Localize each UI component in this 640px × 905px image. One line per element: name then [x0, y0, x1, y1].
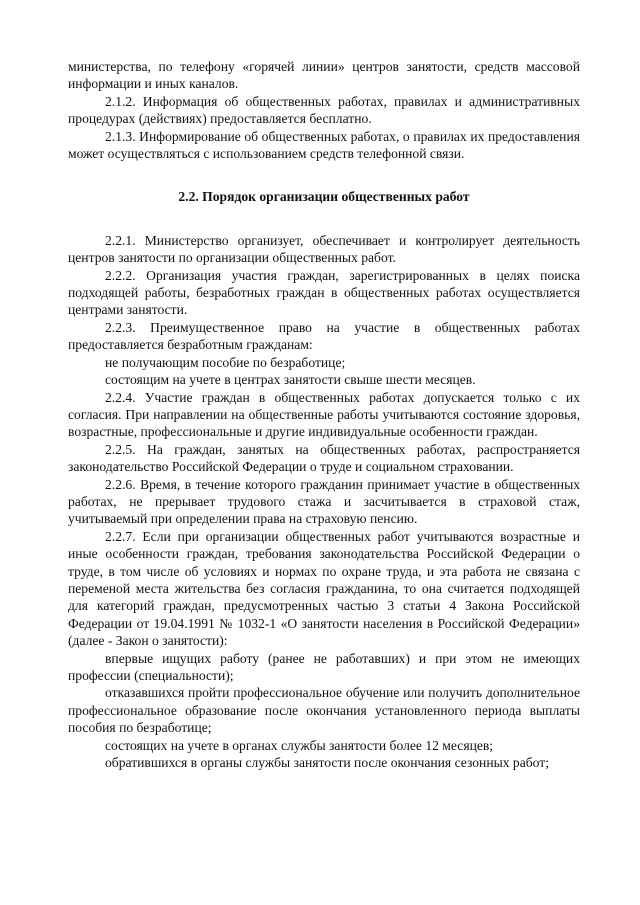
- document-page: [68, 58, 580, 771]
- paragraph-2-2-4: 2.2.4. Участие граждан в общественных работах допускается только с их согласия. При направлении на общественные работы учитываются состояние здоровья, возрастные, профессиональные и другие индивидуальные особенности граждан.: [68, 389, 580, 440]
- paragraph-2-2-5: 2.2.5. На граждан, занятых на общественных работах, распространяется законодательство Российской Федерации о труде и социальном страховании.: [68, 441, 580, 475]
- paragraph-2-2-6: 2.2.6. Время, в течение которого гражданин принимает участие в общественных работах, не прерывает трудового стажа и засчитывается в страховой стаж, учитываемый при определении права на страховую пенсию.: [68, 476, 580, 527]
- list-item: отказавшихся пройти профессиональное обучение или получить дополнительное профессиональное образование после окончания установленного периода выплаты пособия по безработице;: [68, 685, 580, 736]
- paragraph-2-1-3: 2.1.3. Информирование об общественных работах, о правилах их предоставления может осуществляться с использованием средств телефонной связи.: [68, 128, 580, 162]
- paragraph-2-2-1: 2.2.1. Министерство организует, обеспечивает и контролирует деятельность центров занятости по организации общественных работ.: [68, 232, 580, 266]
- section-heading: 2.2. Порядок организации общественных работ: [178, 189, 470, 205]
- list-item: состоящих на учете в органах службы занятости более 12 месяцев;: [105, 737, 494, 753]
- list-item: обратившихся в органы службы занятости после окончания сезонных работ;: [105, 755, 550, 771]
- list-item: не получающим пособие по безработице;: [105, 354, 346, 370]
- list-item: состоящим на учете в центрах занятости свыше шести месяцев.: [105, 372, 476, 388]
- paragraph-2-1-2: 2.1.2. Информация об общественных работах, правилах и административных процедурах (действиях) предоставляется бесплатно.: [68, 93, 580, 127]
- list-item: впервые ищущих работу (ранее не работавших) и при этом не имеющих профессии (специальности);: [68, 650, 580, 683]
- paragraph-2-2-2: 2.2.2. Организация участия граждан, зарегистрированных в целях поиска подходящей работы, безработных граждан в общественных работах осуществляется центрами занятости.: [68, 267, 580, 318]
- paragraph-2-2-3: 2.2.3. Преимущественное право на участие в общественных работах предоставляется безработным гражданам:: [68, 319, 580, 353]
- paragraph-2-2-7: 2.2.7. Если при организации общественных работ учитываются возрастные и иные особенности граждан, требования законодательства Российской Федерации о труде, в том числе об условиях и нормах по охране труда, и эта работа не связана с переменой места жительства без согласия гражданина, то она считается подходящей для категорий граждан, предусмотренных частью 3 статьи 4 Закона Российской Федерации от 19.04.1991 № 1032-1 «О занятости населения в Российской Федерации» (далее - Закон о занятости):: [68, 528, 580, 649]
- paragraph-continuation: министерства, по телефону «горячей линии» центров занятости, средств массовой информации и иных каналов.: [68, 59, 580, 92]
